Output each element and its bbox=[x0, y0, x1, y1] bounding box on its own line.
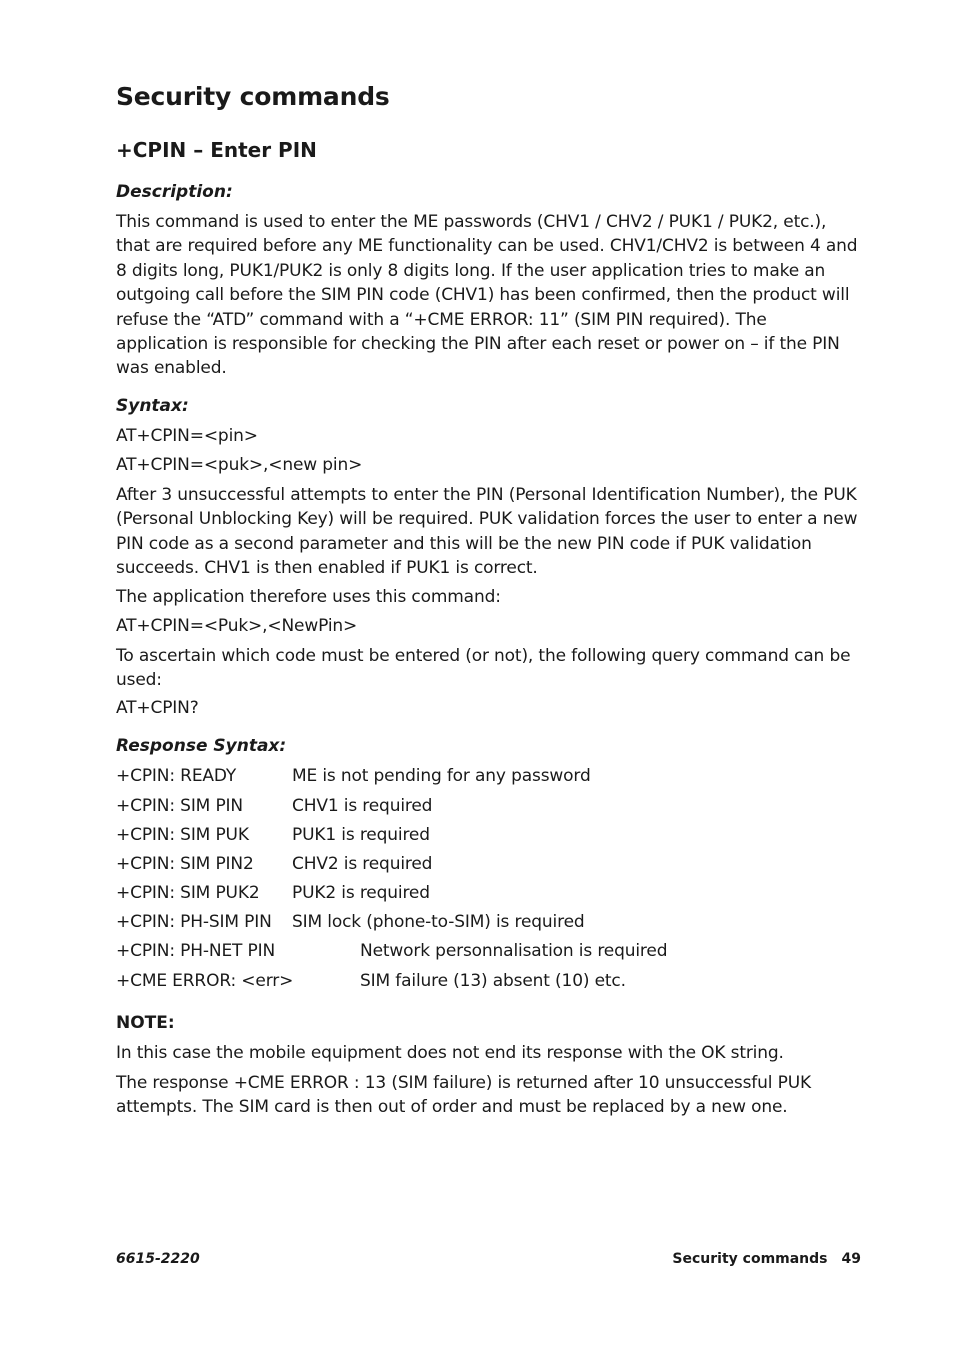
syntax-label: Syntax: bbox=[116, 396, 189, 416]
syntax-paragraph-3: To ascertain which code must be entered (or not), the following query command can be used: bbox=[116, 646, 851, 691]
page-title: Security commands bbox=[116, 82, 390, 111]
response-row bbox=[116, 852, 861, 876]
response-code: +CME ERROR: <err> bbox=[116, 971, 294, 991]
syntax-paragraph-1: After 3 unsuccessful attempts to enter the PIN (Personal Identification Number), the PUK (Personal Unblocking Key) will be required. PUK validation forces the user to enter a new PIN code as a second parameter and this will be the new PIN code if PUK validation succeeds. CHV1 is then enabled if PUK1 is correct. bbox=[116, 485, 858, 579]
response-code: +CPIN: SIM PIN bbox=[116, 796, 243, 816]
page-number: 49 bbox=[841, 1251, 861, 1267]
response-description: SIM lock (phone-to-SIM) is required bbox=[292, 912, 585, 932]
response-description: PUK1 is required bbox=[292, 825, 430, 845]
response-row bbox=[116, 939, 861, 963]
syntax-paragraph-2: The application therefore uses this command: bbox=[116, 587, 501, 607]
note-paragraph-2: The response +CME ERROR : 13 (SIM failure) is returned after 10 unsuccessful PUK attempts. The SIM card is then out of order and must be replaced by a new one. bbox=[116, 1073, 811, 1118]
note-paragraph-1: In this case the mobile equipment does not end its response with the OK string. bbox=[116, 1043, 784, 1063]
response-description: ME is not pending for any password bbox=[292, 766, 591, 786]
response-syntax-label: Response Syntax: bbox=[116, 736, 287, 756]
response-description: SIM failure (13) absent (10) etc. bbox=[360, 971, 626, 991]
description-text: This command is used to enter the ME passwords (CHV1 / CHV2 / PUK1 / PUK2, etc.), that are required before any ME functionality can be used. CHV1/CHV2 is between 4 and 8 digits long, PUK1/PUK2 is only 8 digits long. If the user application tries to make an outgoing call before the SIM PIN code (CHV1) has been confirmed, then the product will refuse the “ATD” command with a “+CME ERROR: 11” (SIM PIN required). The application is responsible for checking the PIN after each reset or power on – if the PIN was enabled. bbox=[116, 212, 858, 379]
syntax-line-3: AT+CPIN=<Puk>,<NewPin> bbox=[116, 616, 358, 636]
response-code: +CPIN: SIM PUK2 bbox=[116, 883, 260, 903]
response-code: +CPIN: PH-NET PIN bbox=[116, 941, 276, 961]
response-description: PUK2 is required bbox=[292, 883, 430, 903]
response-row bbox=[116, 881, 861, 905]
response-row bbox=[116, 823, 861, 847]
description-label: Description: bbox=[116, 182, 233, 202]
footer-section-title: Security commands bbox=[672, 1251, 828, 1267]
note-label: NOTE: bbox=[116, 1013, 175, 1033]
response-row bbox=[116, 969, 861, 993]
footer-doc-number: 6615-2220 bbox=[116, 1251, 200, 1267]
footer-section bbox=[672, 1251, 861, 1267]
syntax-line-2: AT+CPIN=<puk>,<new pin> bbox=[116, 455, 363, 475]
command-heading: +CPIN – Enter PIN bbox=[116, 138, 317, 162]
response-description: CHV1 is required bbox=[292, 796, 433, 816]
response-row bbox=[116, 910, 861, 934]
response-description: Network personnalisation is required bbox=[360, 941, 668, 961]
response-description: CHV2 is required bbox=[292, 854, 433, 874]
response-row bbox=[116, 794, 861, 818]
response-row bbox=[116, 764, 861, 788]
response-code: +CPIN: PH-SIM PIN bbox=[116, 912, 272, 932]
response-code: +CPIN: READY bbox=[116, 766, 237, 786]
syntax-line-1: AT+CPIN=<pin> bbox=[116, 426, 258, 446]
response-code: +CPIN: SIM PUK bbox=[116, 825, 249, 845]
response-code: +CPIN: SIM PIN2 bbox=[116, 854, 254, 874]
syntax-line-4: AT+CPIN? bbox=[116, 698, 199, 718]
